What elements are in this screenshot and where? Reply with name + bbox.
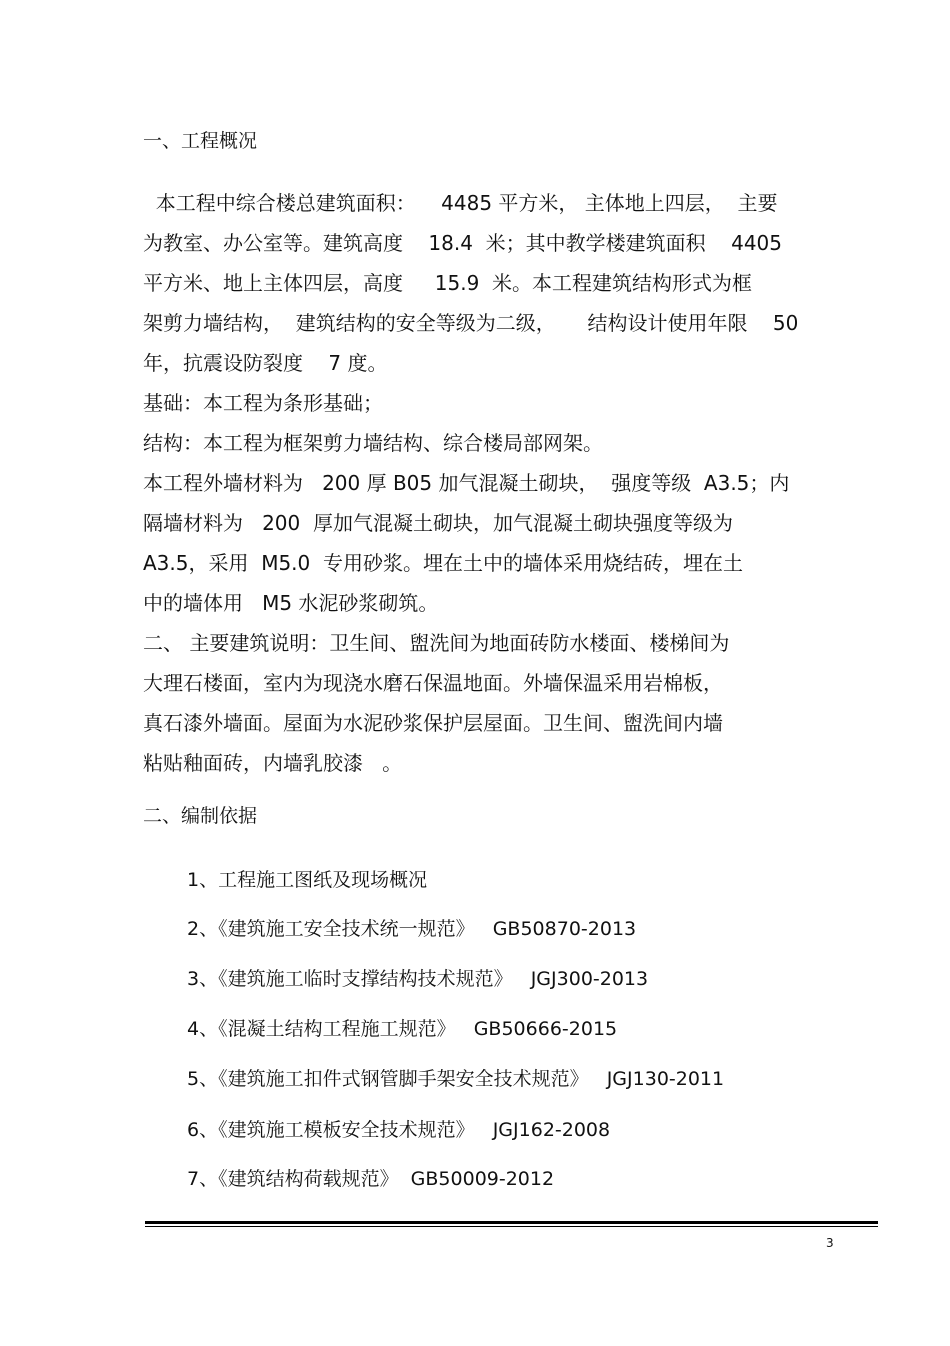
paragraph-line: 粘贴釉面砖，内墙乳胶漆 。 xyxy=(143,751,403,775)
reference-item: 3、《建筑施工临时支撑结构技术规范》 JGJ300-2013 xyxy=(187,968,649,990)
paragraph-line: 大理石楼面，室内为现浇水磨石保温地面。外墙保温采用岩棉板， xyxy=(143,671,723,695)
reference-item: 6、《建筑施工模板安全技术规范》 JGJ162-2008 xyxy=(187,1119,611,1141)
section-heading-basis: 二、编制依据 xyxy=(143,805,258,827)
paragraph-line: 平方米、地上主体四层，高度 15.9 米。本工程建筑结构形式为框 xyxy=(143,271,753,295)
page-number: 3 xyxy=(826,1236,834,1250)
paragraph-line: 中的墙体用 M5 水泥砂浆砌筑。 xyxy=(143,591,439,615)
reference-item: 2、《建筑施工安全技术统一规范》 GB50870-2013 xyxy=(187,918,637,940)
paragraph-line: 架剪力墙结构， 建筑结构的安全等级为二级， 结构设计使用年限 50 xyxy=(143,311,799,335)
footer-rule-thick xyxy=(145,1221,878,1224)
reference-item: 5、《建筑施工扣件式钢管脚手架安全技术规范》 JGJ130-2011 xyxy=(187,1068,725,1090)
reference-item: 1、工程施工图纸及现场概况 xyxy=(187,869,428,891)
paragraph-line: A3.5，采用 M5.0 专用砂浆。埋在土中的墙体采用烧结砖，埋在土 xyxy=(143,551,743,575)
paragraph-line: 本工程外墙材料为 200 厚 B05 加气混凝土砌块， 强度等级 A3.5；内 xyxy=(143,471,790,495)
paragraph-line: 隔墙材料为 200 厚加气混凝土砌块，加气混凝土砌块强度等级为 xyxy=(143,511,733,535)
reference-item: 7、《建筑结构荷载规范》 GB50009-2012 xyxy=(187,1168,555,1190)
paragraph-line: 本工程中综合楼总建筑面积： 4485 平方米， 主体地上四层， 主要 xyxy=(143,191,778,215)
paragraph-line: 年，抗震设防裂度 7 度。 xyxy=(143,351,388,375)
foundation-line: 基础：本工程为条形基础； xyxy=(143,391,383,415)
footer-rule-thin xyxy=(145,1226,878,1227)
paragraph-line: 为教室、办公室等。建筑高度 18.4 米；其中教学楼建筑面积 4405 xyxy=(143,231,783,255)
reference-item: 4、《混凝土结构工程施工规范》 GB50666-2015 xyxy=(187,1018,618,1040)
section-heading-overview: 一、工程概况 xyxy=(143,130,258,152)
paragraph-line: 真石漆外墙面。屋面为水泥砂浆保护层屋面。卫生间、盥洗间内墙 xyxy=(143,711,723,735)
structure-line: 结构：本工程为框架剪力墙结构、综合楼局部网架。 xyxy=(143,431,603,455)
paragraph-line: 二、 主要建筑说明：卫生间、盥洗间为地面砖防水楼面、楼梯间为 xyxy=(143,631,730,655)
